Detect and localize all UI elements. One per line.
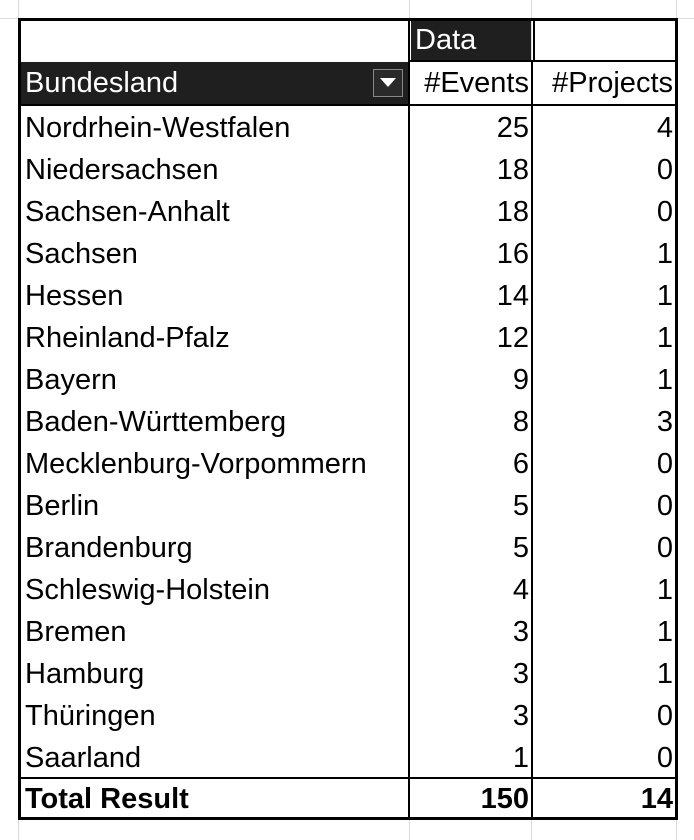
row-events-value[interactable]: 9	[512, 364, 529, 396]
filter-dropdown-button[interactable]	[373, 69, 403, 97]
row-field-label: Bundesland	[25, 67, 179, 99]
row-label[interactable]: Mecklenburg-Vorpommern	[25, 448, 367, 480]
row-label[interactable]: Nordrhein-Westfalen	[25, 112, 291, 144]
row-projects-value[interactable]: 0	[656, 196, 673, 228]
row-events-value[interactable]: 5	[512, 490, 529, 522]
empty-header-cell	[533, 21, 675, 60]
row-projects-value[interactable]: 0	[656, 532, 673, 564]
row-projects-value[interactable]: 1	[656, 364, 673, 396]
column-header-events[interactable]: #Events	[424, 67, 529, 99]
row-projects-value[interactable]: 0	[656, 490, 673, 522]
row-events-value[interactable]: 18	[496, 196, 529, 228]
total-events[interactable]: 150	[480, 783, 529, 815]
total-projects[interactable]: 14	[640, 783, 673, 815]
row-label[interactable]: Brandenburg	[25, 532, 193, 564]
row-projects-value[interactable]: 4	[656, 112, 673, 144]
row-events-value[interactable]: 16	[496, 238, 529, 270]
row-label[interactable]: Sachsen-Anhalt	[25, 196, 230, 228]
row-projects-value[interactable]: 0	[656, 742, 673, 774]
row-events-value[interactable]: 1	[512, 742, 529, 774]
data-field-header[interactable]	[411, 21, 531, 60]
row-projects-value[interactable]: 3	[656, 406, 673, 438]
total-label[interactable]: Total Result	[25, 783, 189, 815]
row-events-value[interactable]: 3	[512, 616, 529, 648]
data-field-label: Data	[415, 24, 477, 56]
row-projects-value[interactable]: 1	[656, 238, 673, 270]
row-projects-value[interactable]: 1	[656, 322, 673, 354]
row-events-value[interactable]: 25	[496, 112, 529, 144]
row-label[interactable]: Sachsen	[25, 238, 138, 270]
row-projects-value[interactable]: 1	[656, 574, 673, 606]
chevron-down-icon	[380, 78, 396, 88]
row-label[interactable]: Rheinland-Pfalz	[25, 322, 230, 354]
row-field-header[interactable]	[21, 62, 409, 104]
row-events-value[interactable]: 6	[512, 448, 529, 480]
row-label[interactable]: Bayern	[25, 364, 117, 396]
row-events-value[interactable]: 3	[512, 700, 529, 732]
row-events-value[interactable]: 18	[496, 154, 529, 186]
row-events-value[interactable]: 3	[512, 658, 529, 690]
row-label[interactable]: Hessen	[25, 280, 124, 312]
row-events-value[interactable]: 4	[512, 574, 529, 606]
row-label[interactable]: Schleswig-Holstein	[25, 574, 270, 606]
row-events-value[interactable]: 5	[512, 532, 529, 564]
pivot-table	[18, 18, 678, 820]
row-events-value[interactable]: 8	[512, 406, 529, 438]
row-label[interactable]: Niedersachsen	[25, 154, 219, 186]
header-bottom-border	[21, 104, 675, 106]
column-header-projects[interactable]: #Projects	[552, 67, 673, 99]
row-label[interactable]: Berlin	[25, 490, 100, 522]
row-projects-value[interactable]: 0	[656, 154, 673, 186]
row-events-value[interactable]: 12	[496, 322, 529, 354]
row-projects-value[interactable]: 0	[656, 700, 673, 732]
row-label[interactable]: Baden-Württemberg	[25, 406, 287, 438]
row-projects-value[interactable]: 1	[656, 616, 673, 648]
row-events-value[interactable]: 14	[496, 280, 529, 312]
row-projects-value[interactable]: 1	[656, 280, 673, 312]
row-label[interactable]: Saarland	[25, 742, 142, 774]
row-projects-value[interactable]: 0	[656, 448, 673, 480]
row-projects-value[interactable]: 1	[656, 658, 673, 690]
row-label[interactable]: Hamburg	[25, 658, 145, 690]
row-label[interactable]: Bremen	[25, 616, 127, 648]
row-label[interactable]: Thüringen	[25, 700, 156, 732]
